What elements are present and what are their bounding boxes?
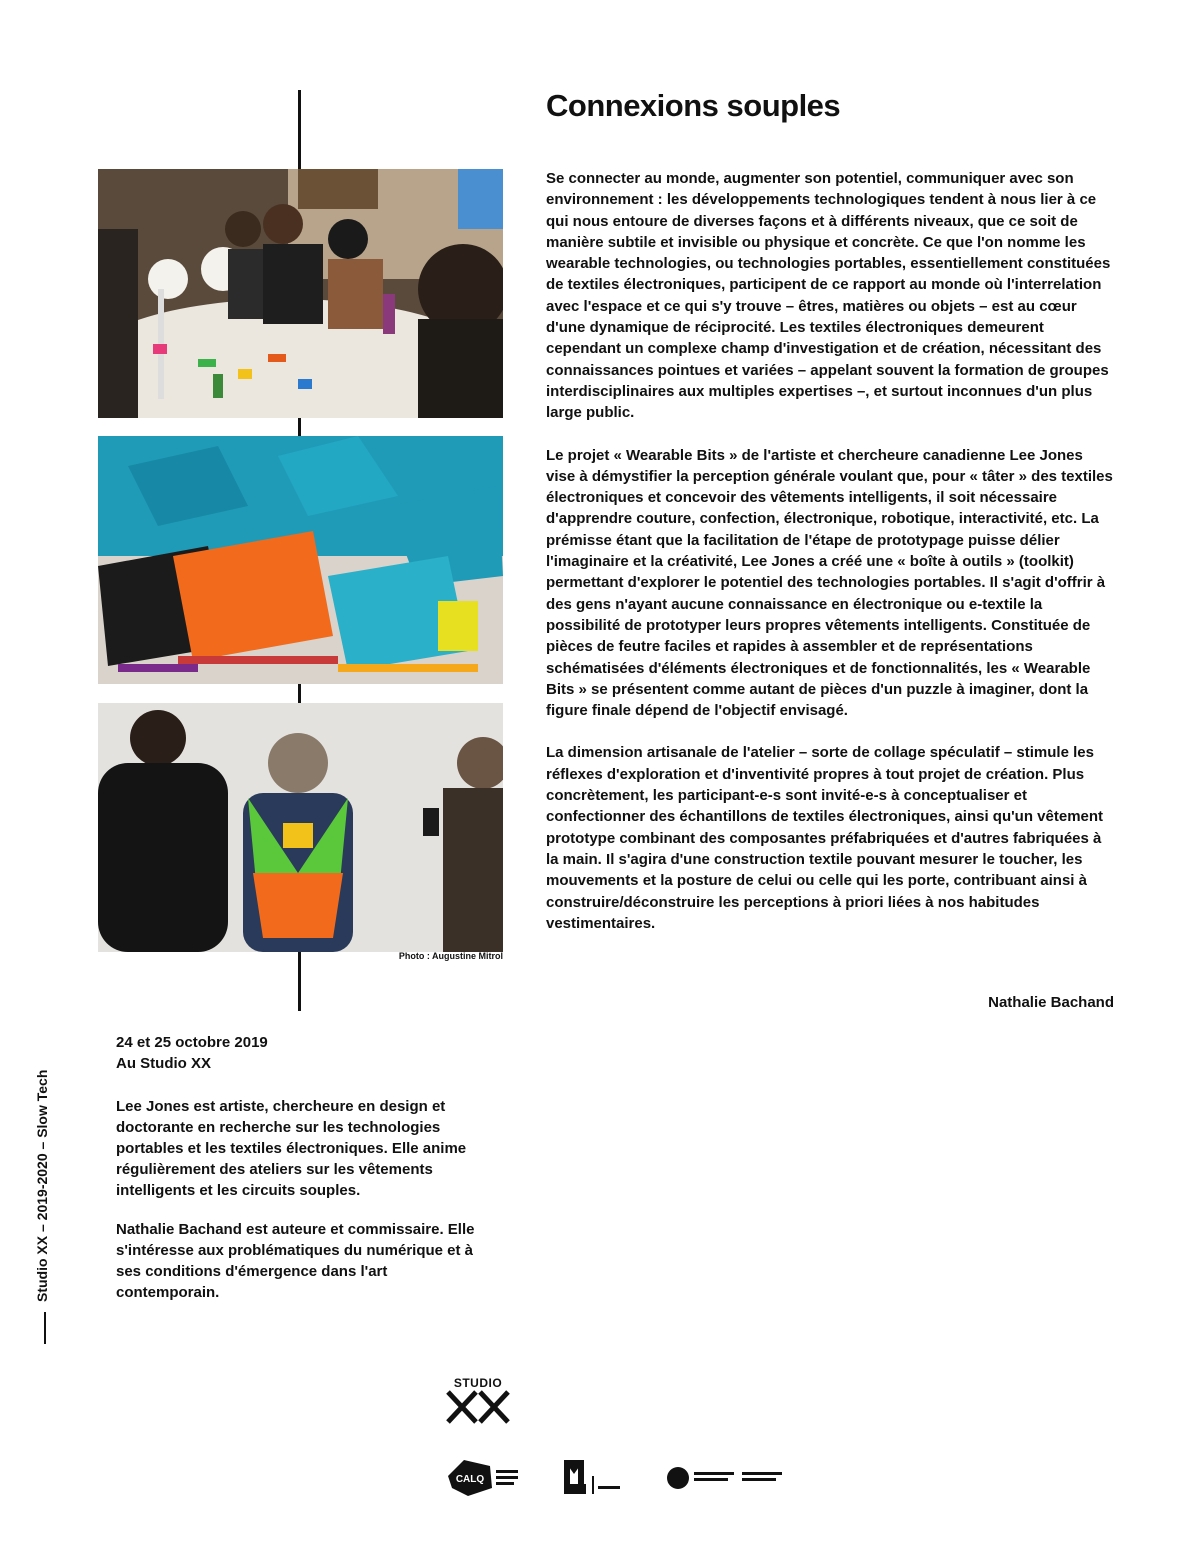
event-info — [116, 1032, 268, 1074]
sidebar-label: Studio XX – 2019-2020 – Slow Tech — [34, 1069, 50, 1302]
divider-line-mid-2 — [298, 683, 301, 704]
calq-logo — [448, 1460, 518, 1496]
photo-participant-prototype — [98, 703, 503, 952]
article-paragraph-2: Le projet « Wearable Bits » de l'artiste et chercheure canadienne Lee Jones vise à démystifier la perception générale voulant que, pour « tâter » des textiles électroniques et concevoir des vêtements intelligents, il soit nécessaire d'apprendre couture, confection, électronique, robotique, interactivité, etc. La prémisse étant que la facilitation de l'étape de prototypage puisse délier l'imaginaire et la créativité, Lee Jones a créé une « boîte à outils » (toolkit) permettant d'explorer le potentiel des technologies portables. Il s'agit d'offrir à des gens n'ayant aucune connaissance en électronique ou e-textile la possibilité de prototyper leurs propres vêtements intelligents. Constituée de pièces de feutre faciles et rapides à assembler et de représentations schématisées d'éléments électroniques et de fonctionnalités, les « Wearable Bits » se présentent comme autant de pièces d'un puzzle à imaginer, dont la figure finale dépend de l'objectif envisagé. — [546, 446, 1113, 720]
bio-name: Lee Jones — [116, 1098, 190, 1115]
article-paragraph-1: Se connecter au monde, augmenter son potentiel, communiquer avec son environnement : les développements technologiques tendent à nous lier à ce qui nous entoure de diverses façons et à différents niveaux, que ce soit de manière subtile et invisible ou physique et concrète. Ce que l'on nomme les wearable technologies, ou technologies portables, essentiellement constituées de textiles électroniques, participent de ce rapport au monde où l'interrelation avec l'espace et ce qui s'y trouve – êtres, matières ou objets – est au cœur d'une dynamique de réciprocité. Les textiles électroniques demeurent cependant un complexe champ d'investigation et de création, nécessitant des connaissances pointues et variées – appelant souvent la formation de groupes interdisciplinaires aux multiples expertises –, et surtout inconnues d'un plus large public. — [546, 170, 1111, 422]
bio-text: est auteure et commissaire. Elle s'intéresse aux problématiques du numérique et à ses conditions d'émergence dans l'art contemporain. — [116, 1221, 475, 1301]
sponsor-logos — [446, 1458, 816, 1498]
article-paragraph-3: La dimension artisanale de l'atelier – sorte de collage spéculatif – stimule les réflexes d'exploration et d'inventivité propres à tout projet de création. Plus concrètement, les participant-e-s sont invité-e-s à conceptualiser et confectionner des échantillons de textiles électroniques, ainsi qu'un vêtement prototype combinant des composantes préfabriquées et d'autres fabriquées à la main. Il s'agira d'une construction textile pouvant mesurer le toucher, les mouvements et la posture de celui ou celle qui les porte, contribuant ainsi à construire/déconstruire les perceptions à priori liées à nos habitudes vestimentaires. — [546, 744, 1104, 932]
studio-logo-word: STUDIO — [453, 1376, 503, 1390]
article-title: Connexions souples — [546, 88, 841, 123]
event-dates: 24 et 25 octobre 2019 — [116, 1034, 268, 1051]
xx-mark-icon — [446, 1390, 510, 1424]
photo-workshop-table — [98, 169, 503, 418]
divider-line-mid-1 — [298, 417, 301, 437]
divider-line-bottom — [298, 951, 301, 1011]
bio-nathalie-bachand — [116, 1219, 488, 1303]
sidebar-rule — [44, 1312, 46, 1344]
bio-lee-jones — [116, 1096, 488, 1201]
photo-felt-pieces — [98, 436, 503, 684]
montreal-arts-council-logo — [564, 1460, 620, 1494]
canada-council-logo — [667, 1467, 782, 1489]
event-venue: Au Studio XX — [116, 1055, 211, 1072]
divider-line-top — [298, 90, 301, 170]
bio-name: Nathalie Bachand — [116, 1221, 242, 1238]
bio-text: est artiste, chercheure en design et doctorante en recherche sur les technologies portables et les textiles électroniques. Elle anime régulièrement des ateliers sur les vêtements intelligents et les circuits souples. — [116, 1098, 467, 1199]
bios — [116, 1096, 488, 1321]
calq-logo-text: CALQ — [455, 1474, 485, 1485]
studio-xx-logo — [446, 1376, 510, 1429]
article-body — [546, 168, 1114, 955]
photo-credit: Photo : Augustine Mitrol — [398, 951, 503, 961]
article-author: Nathalie Bachand — [988, 994, 1114, 1011]
